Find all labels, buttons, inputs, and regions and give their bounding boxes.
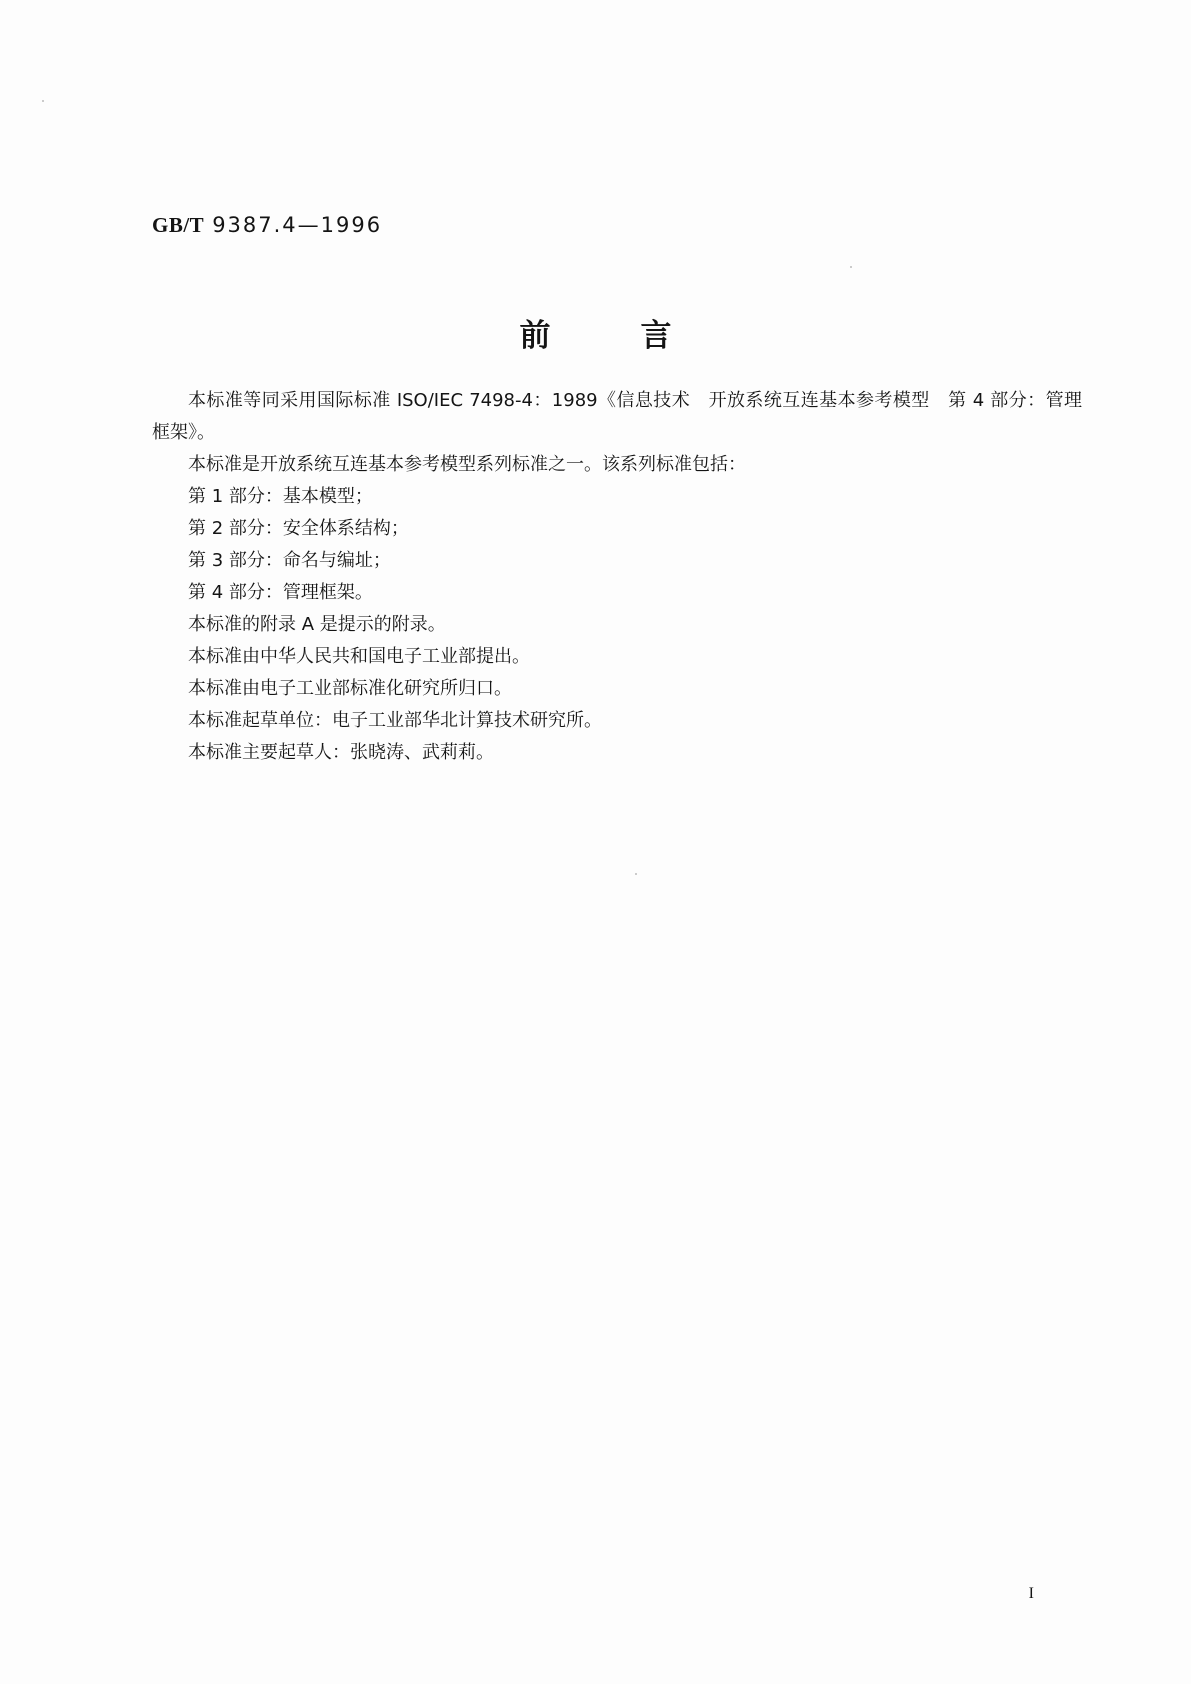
standard-code: 9387.4—1996 xyxy=(212,213,383,237)
standard-prefix: GB/T xyxy=(152,213,205,237)
standard-number xyxy=(152,213,382,238)
scan-speck xyxy=(635,873,637,875)
title-char-2: 言 xyxy=(640,318,672,354)
title-char-1: 前 xyxy=(519,318,551,354)
scan-speck xyxy=(42,100,44,102)
scan-speck xyxy=(850,266,852,268)
paragraph-adoption: 本标准等同采用国际标准 ISO/IEC 7498-4：1989《信息技术 开放系统互连基本参考模型 第 4 部分：管理框架》。 xyxy=(152,390,1082,443)
list-item-part-1: 第 1 部分：基本模型； xyxy=(188,486,373,507)
foreword-body xyxy=(152,385,1082,769)
paragraph-appendix: 本标准的附录 A 是提示的附录。 xyxy=(188,614,446,635)
list-item-part-2: 第 2 部分：安全体系结构； xyxy=(188,518,409,539)
paragraph-series-intro: 本标准是开放系统互连基本参考模型系列标准之一。该系列标准包括： xyxy=(188,454,746,475)
list-item-part-4: 第 4 部分：管理框架。 xyxy=(188,582,373,603)
paragraph-administrator: 本标准由电子工业部标准化研究所归口。 xyxy=(188,678,512,699)
page-number: I xyxy=(1028,1585,1034,1602)
list-item-part-3: 第 3 部分：命名与编址； xyxy=(188,550,391,571)
paragraph-proposer: 本标准由中华人民共和国电子工业部提出。 xyxy=(188,646,530,667)
page-title xyxy=(0,310,1191,355)
paragraph-drafters: 本标准主要起草人：张晓涛、武莉莉。 xyxy=(188,742,494,763)
paragraph-drafting-unit: 本标准起草单位：电子工业部华北计算技术研究所。 xyxy=(188,710,602,731)
